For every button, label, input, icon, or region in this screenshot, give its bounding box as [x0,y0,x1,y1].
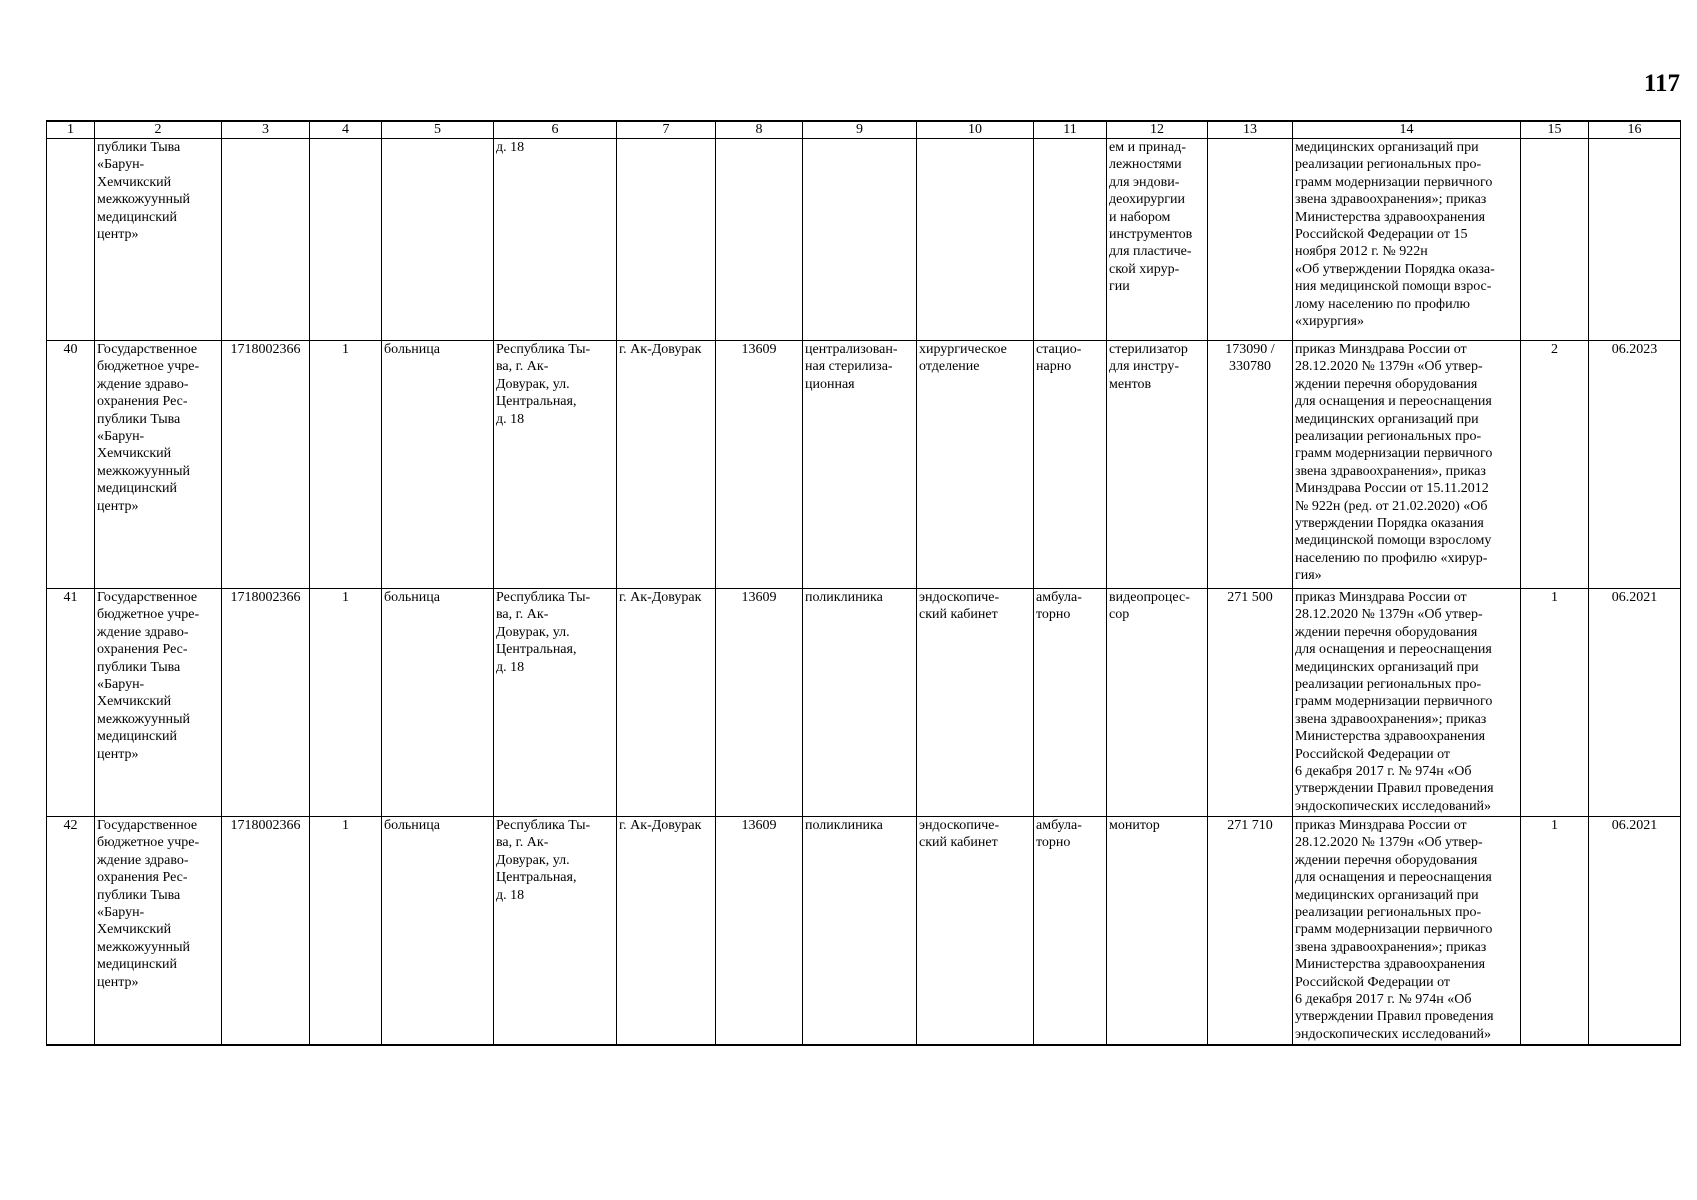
quantity-cell: 2 [1521,341,1589,589]
date-cell [1589,139,1681,341]
row-number-cell: 41 [47,589,95,817]
column-number-header: 6 [494,121,617,139]
table-row-40 [47,341,1681,589]
table-row-continuation [47,139,1681,341]
column-number-header: 15 [1521,121,1589,139]
oktmo-cell [716,139,803,341]
city-cell: г. Ак-Довурак [617,589,716,817]
column-number-header: 10 [917,121,1034,139]
quantity-cell: 1 [1521,589,1589,817]
column-number-header: 5 [382,121,494,139]
date-cell: 06.2023 [1589,341,1681,589]
code-cell [310,139,382,341]
legal-basis-cell: приказ Минздрава России от 28.12.2020 № 1379н «Об утвер- ждении перечня оборудования для оснащения и переоснащения медицинских организаций при реализации региональных про- грамм модернизации первичного звена здравоохранения»; приказ Министерства здравоохранения Российской Федерации от 6 декабря 2017 г. № 974н «Об утверждении Правил проведения эндоскопических исследований» [1293,589,1521,817]
column-number-header: 16 [1589,121,1681,139]
unit-cell [803,139,917,341]
organization-cell: Государственное бюджетное учре- ждение здраво- охранения Рес- публики Тыва «Барун- Хемчикский межкожуунный медицинский центр» [95,817,222,1045]
cost-cell: 271 500 [1208,589,1293,817]
oktmo-cell: 13609 [716,589,803,817]
legal-basis-cell: медицинских организаций при реализации региональных про- грамм модернизации первичного звена здравоохранения»; приказ Министерства здравоохранения Российской Федерации от 15 ноября 2012 г. № 922н «Об утверждении Порядка оказа- ния медицинской помощи взрос- лому населению по профилю «хирургия» [1293,139,1521,341]
equipment-cell: ем и принад- лежностями для эндови- деохирургии и набором инструментов для пластиче- ской хирур- гии [1107,139,1208,341]
unit-cell: поликлиника [803,817,917,1045]
code-cell: 1 [310,341,382,589]
column-number-header-row [47,121,1681,139]
row-number-cell [47,139,95,341]
organization-cell: Государственное бюджетное учре- ждение здраво- охранения Рес- публики Тыва «Барун- Хемчикский межкожуунный медицинский центр» [95,589,222,817]
code-cell: 1 [310,589,382,817]
department-cell: эндоскопиче- ский кабинет [917,817,1034,1045]
address-cell: Республика Ты- ва, г. Ак- Довурак, ул. Центральная, д. 18 [494,341,617,589]
oktmo-cell: 13609 [716,817,803,1045]
date-cell: 06.2021 [1589,817,1681,1045]
care-mode-cell: стацио- нарно [1034,341,1107,589]
city-cell: г. Ак-Довурак [617,817,716,1045]
city-cell: г. Ак-Довурак [617,341,716,589]
equipment-cell: стерилизатор для инстру- ментов [1107,341,1208,589]
equipment-cell: монитор [1107,817,1208,1045]
inn-cell: 1718002366 [222,817,310,1045]
code-cell: 1 [310,817,382,1045]
address-cell: Республика Ты- ва, г. Ак- Довурак, ул. Центральная, д. 18 [494,817,617,1045]
care-mode-cell: амбула- торно [1034,817,1107,1045]
care-mode-cell [1034,139,1107,341]
organization-cell: Государственное бюджетное учре- ждение здраво- охранения Рес- публики Тыва «Барун- Хемчикский межкожуунный медицинский центр» [95,341,222,589]
cost-cell: 173090 / 330780 [1208,341,1293,589]
row-number-cell: 42 [47,817,95,1045]
facility-type-cell: больница [382,817,494,1045]
unit-cell: централизован- ная стерилиза- ционная [803,341,917,589]
unit-cell: поликлиника [803,589,917,817]
organization-cell: публики Тыва «Барун- Хемчикский межкожуунный медицинский центр» [95,139,222,341]
column-number-header: 12 [1107,121,1208,139]
table-row-42 [47,817,1681,1045]
column-number-header: 2 [95,121,222,139]
department-cell: хирургическое отделение [917,341,1034,589]
column-number-header: 9 [803,121,917,139]
column-number-header: 8 [716,121,803,139]
equipment-table [46,120,1681,1046]
column-number-header: 13 [1208,121,1293,139]
address-cell: д. 18 [494,139,617,341]
column-number-header: 14 [1293,121,1521,139]
address-cell: Республика Ты- ва, г. Ак- Довурак, ул. Центральная, д. 18 [494,589,617,817]
oktmo-cell: 13609 [716,341,803,589]
department-cell [917,139,1034,341]
facility-type-cell: больница [382,589,494,817]
column-number-header: 1 [47,121,95,139]
care-mode-cell: амбула- торно [1034,589,1107,817]
facility-type-cell: больница [382,341,494,589]
equipment-cell: видеопроцес- сор [1107,589,1208,817]
inn-cell [222,139,310,341]
row-number-cell: 40 [47,341,95,589]
table-row-41 [47,589,1681,817]
department-cell: эндоскопиче- ский кабинет [917,589,1034,817]
cost-cell [1208,139,1293,341]
quantity-cell [1521,139,1589,341]
column-number-header: 11 [1034,121,1107,139]
inn-cell: 1718002366 [222,589,310,817]
column-number-header: 3 [222,121,310,139]
quantity-cell: 1 [1521,817,1589,1045]
page-number: 117 [1643,70,1680,97]
facility-type-cell [382,139,494,341]
date-cell: 06.2021 [1589,589,1681,817]
column-number-header: 7 [617,121,716,139]
legal-basis-cell: приказ Минздрава России от 28.12.2020 № 1379н «Об утвер- ждении перечня оборудования для оснащения и переоснащения медицинских организаций при реализации региональных про- грамм модернизации первичного звена здравоохранения», приказ Минздрава России от 15.11.2012 № 922н (ред. от 21.02.2020) «Об утверждении Порядка оказания медицинской помощи взрослому населению по профилю «хирур- гия» [1293,341,1521,589]
inn-cell: 1718002366 [222,341,310,589]
city-cell [617,139,716,341]
cost-cell: 271 710 [1208,817,1293,1045]
legal-basis-cell: приказ Минздрава России от 28.12.2020 № 1379н «Об утвер- ждении перечня оборудования для оснащения и переоснащения медицинских организаций при реализации региональных про- грамм модернизации первичного звена здравоохранения»; приказ Министерства здравоохранения Российской Федерации от 6 декабря 2017 г. № 974н «Об утверждении Правил проведения эндоскопических исследований» [1293,817,1521,1045]
column-number-header: 4 [310,121,382,139]
